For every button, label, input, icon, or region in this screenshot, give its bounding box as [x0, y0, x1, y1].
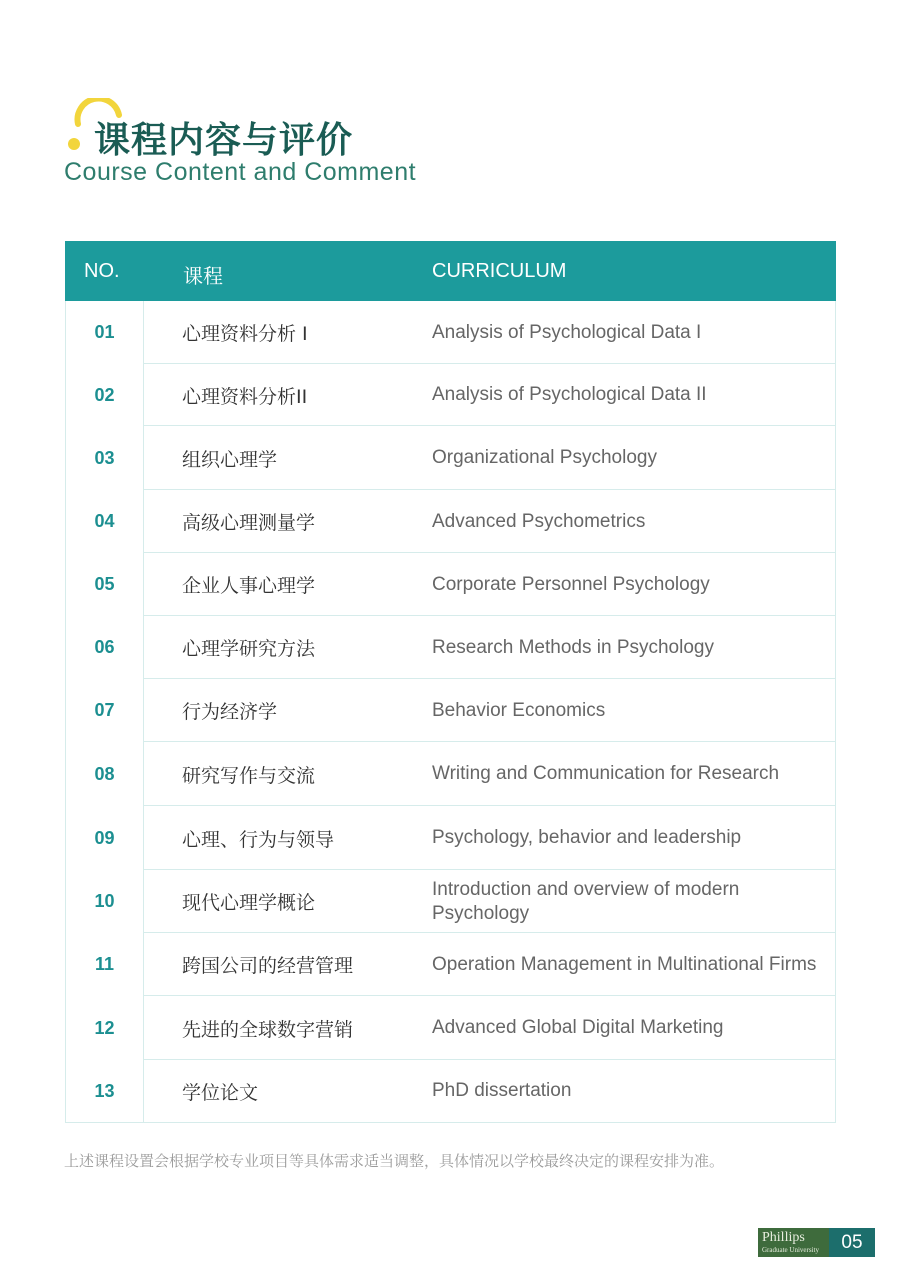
course-name-cn: 心理学研究方法: [182, 638, 316, 660]
table-row: [66, 301, 835, 364]
course-name-cn: 先进的全球数字营销: [182, 1018, 354, 1041]
course-name-en: Research Methods in Psychology: [432, 636, 714, 658]
row-number: 07: [94, 700, 115, 720]
page-subtitle: Course Content and Comment: [64, 158, 417, 186]
row-number: 02: [94, 384, 115, 405]
course-name-cn: 学位论文: [182, 1081, 259, 1104]
column-header-course: 课程: [183, 264, 223, 288]
university-logo: [758, 1228, 829, 1257]
page-title: 课程内容与评价: [94, 120, 354, 161]
course-name-en: Psychology, behavior and leadership: [432, 827, 742, 848]
course-name-cn: 行为经济学: [182, 701, 278, 723]
course-name-en: Organizational Psychology: [432, 447, 657, 468]
course-name-en: Analysis of Psychological Data I: [432, 321, 702, 343]
table-row: [66, 490, 835, 553]
row-number: 05: [94, 574, 115, 594]
course-name-cn: 跨国公司的经营管理: [182, 955, 354, 977]
course-name-cn: 心理、行为与领导: [182, 828, 335, 851]
row-number: 01: [94, 322, 115, 342]
logo-name: Phillips: [762, 1230, 805, 1245]
course-name-en: Introduction and overview of modern Psychology: [432, 878, 740, 924]
course-name-en: Advanced Psychometrics: [432, 510, 646, 532]
course-table: [65, 241, 836, 1123]
course-name-cn: 组织心理学: [182, 448, 278, 471]
page-number: 05: [829, 1228, 875, 1257]
course-name-cn: 现代心理学概论: [182, 892, 316, 914]
row-number: 12: [94, 1017, 115, 1038]
table-row: [66, 1060, 835, 1122]
course-name-cn: 研究写作与交流: [182, 764, 316, 787]
row-number: 09: [94, 827, 115, 848]
column-header-curriculum: CURRICULUM: [432, 260, 567, 282]
table-row: [66, 870, 835, 933]
course-name-en: Advanced Global Digital Marketing: [432, 1017, 724, 1038]
table-body: [65, 301, 836, 1123]
course-name-en: Operation Management in Multinational Firms: [432, 953, 817, 975]
course-name-en: Writing and Communication for Research: [432, 763, 780, 784]
row-number: 04: [94, 511, 115, 531]
table-row: [66, 933, 835, 996]
course-name-cn: 心理资料分析 I: [182, 323, 308, 345]
table-row: [66, 806, 835, 870]
course-name-en: Corporate Personnel Psychology: [432, 573, 710, 595]
footnote: 上述课程设置会根据学校专业项目等具体需求适当调整，具体情况以学校最终决定的课程安排为准。: [64, 1152, 725, 1170]
table-row: [66, 553, 835, 616]
table-row: [66, 679, 835, 742]
course-name-cn: 心理资料分析II: [182, 385, 308, 408]
table-row: [66, 996, 835, 1060]
row-number: 08: [94, 763, 115, 784]
table-row: [66, 616, 835, 679]
logo-subtitle: Graduate University: [762, 1246, 819, 1254]
row-number: 11: [94, 954, 115, 974]
course-name-en: Analysis of Psychological Data II: [432, 384, 707, 405]
table-row: [66, 426, 835, 490]
row-number: 13: [94, 1080, 115, 1101]
row-number: 03: [94, 447, 115, 468]
row-number: 10: [94, 891, 115, 911]
course-name-en: PhD dissertation: [432, 1080, 572, 1101]
row-number: 06: [94, 637, 115, 657]
course-name-en: Behavior Economics: [432, 699, 606, 721]
table-row: [66, 742, 835, 806]
table-header: [65, 241, 836, 301]
course-name-cn: 高级心理测量学: [182, 512, 316, 534]
table-row: [66, 364, 835, 426]
course-name-cn: 企业人事心理学: [182, 575, 316, 597]
column-header-no: NO.: [84, 260, 120, 282]
